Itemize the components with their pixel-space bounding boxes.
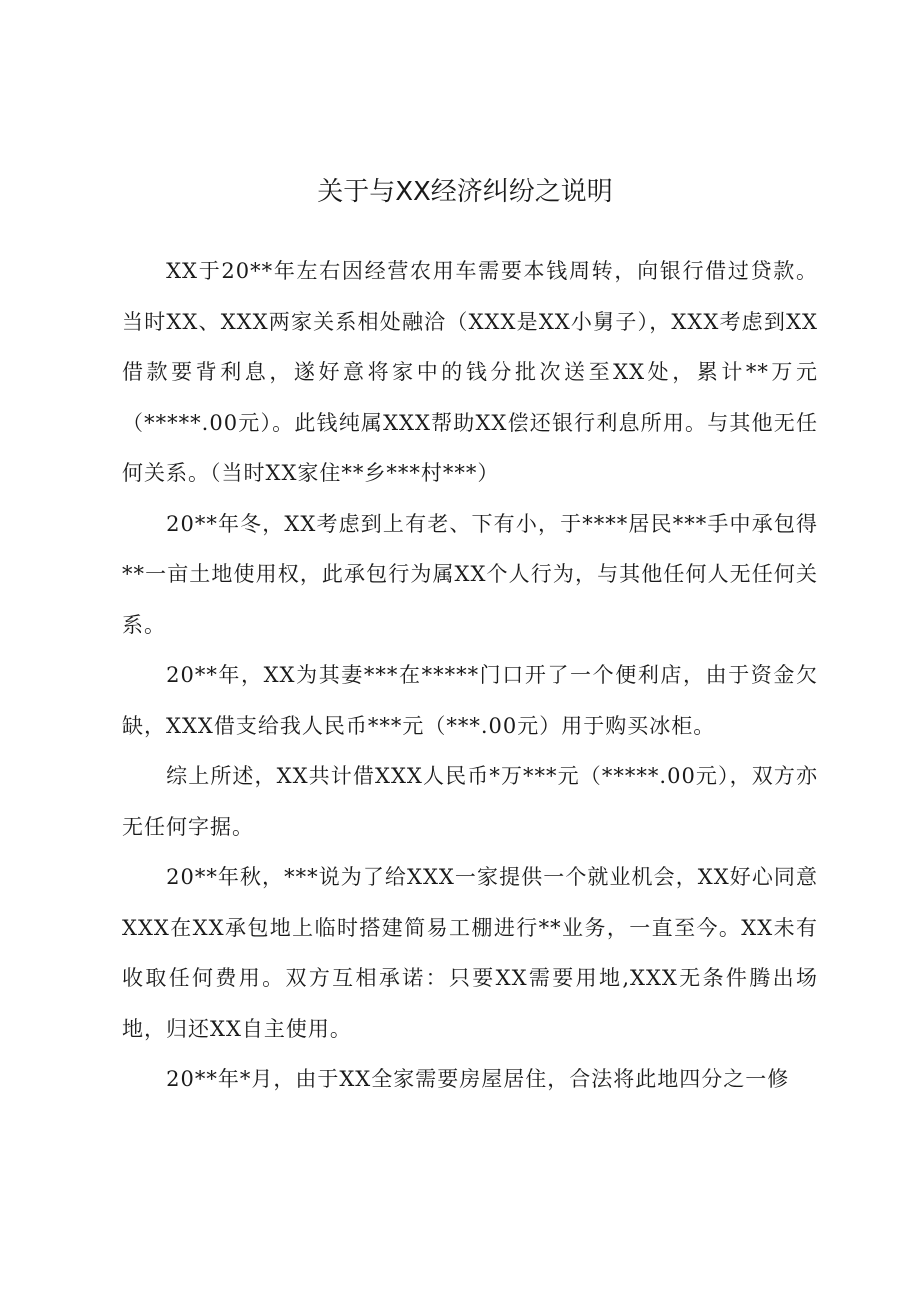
paragraph-loan-background: XX于20**年左右因经营农用车需要本钱周转，向银行借过贷款。当时XX、XXX两家关系相处融洽（XXX是XX小舅子），XXX考虑到XX借款要背利息，遂好意将家中的钱分批次送至XX处，累计**万元（*****.00元）。此钱纯属XXX帮助XX偿还银行利息所用。与其他无任何关系。（当时XX家住**乡***村***） [122, 259, 818, 485]
document-title: 关于与XX经济纠纷之说明 [317, 177, 613, 207]
document-body [122, 246, 818, 1105]
paragraph-summary: 综上所述，XX共计借XXX人民币*万***元（*****.00元），双方亦无任何字据。 [122, 764, 818, 839]
paragraph-house-renovation: 20**年*月，由于XX全家需要房屋居住，合法将此地四分之一修 [166, 1067, 790, 1091]
paragraph-temporary-shed: 20**年秋，***说为了给XXX一家提供一个就业机会，XX好心同意XXX在XX承包地上临时搭建简易工棚进行**业务，一直至今。XX未有收取任何费用。双方互相承诺：只要XX需要用地,XXX无条件腾出场地，归还XX自主使用。 [122, 865, 818, 1041]
paragraph-land-contract: 20**年冬，XX考虑到上有老、下有小，于****居民***手中承包得**一亩土地使用权，此承包行为属XX个人行为，与其他任何人无任何关系。 [122, 511, 818, 637]
paragraph-convenience-store: 20**年，XX为其妻***在*****门口开了一个便利店，由于资金欠缺，XXX借支给我人民币***元（***.00元）用于购买冰柜。 [122, 663, 818, 738]
